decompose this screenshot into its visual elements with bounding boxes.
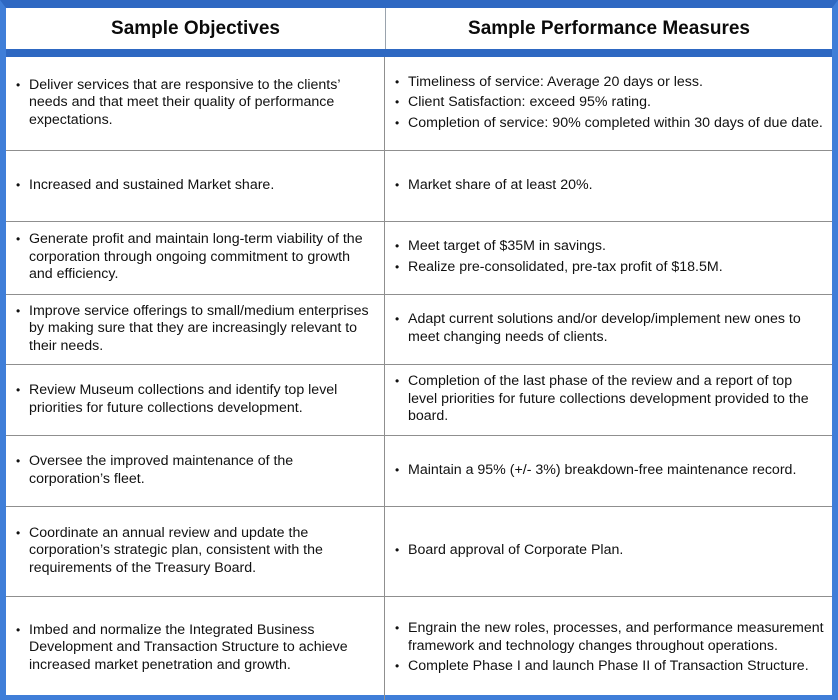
bullet-icon: •	[16, 453, 21, 468]
bullet-item	[16, 382, 374, 417]
bullet-icon: •	[395, 74, 400, 89]
bullet-item	[16, 77, 374, 130]
measure-cell	[385, 295, 832, 364]
table-row	[6, 221, 832, 294]
bullet-text: Complete Phase I and launch Phase II of Transaction Structure.	[408, 658, 809, 675]
bullet-item	[16, 177, 374, 195]
table-row	[6, 150, 832, 221]
bullet-icon: •	[395, 260, 400, 274]
bullet-item	[16, 231, 374, 284]
bullet-icon: •	[395, 239, 400, 254]
bullet-item	[395, 311, 824, 346]
bullet-item	[395, 115, 824, 133]
bullet-item	[395, 658, 824, 676]
bullet-item	[395, 259, 824, 277]
bullet-item	[395, 373, 824, 426]
measure-cell	[385, 597, 832, 700]
bullet-item	[16, 622, 374, 675]
bullet-icon: •	[395, 374, 400, 389]
table-body	[6, 57, 832, 700]
bullet-item	[16, 453, 374, 488]
bullet-text: Realize pre-consolidated, pre-tax profit of $18.5M.	[408, 259, 723, 275]
bullet-text: Imbed and normalize the Integrated Business Development and Transaction Structure to achieve increased market penetration and growth.	[29, 621, 348, 673]
bullet-text: Engrain the new roles, processes, and performance measurement framework and technology changes throughout operations.	[408, 620, 824, 654]
bullet-text: Board approval of Corporate Plan.	[408, 542, 624, 559]
measure-cell	[385, 365, 832, 435]
bullet-icon: •	[16, 525, 21, 540]
bullet-icon: •	[16, 382, 21, 397]
bullet-icon: •	[16, 232, 21, 247]
bullet-item	[395, 94, 824, 112]
objective-cell	[6, 295, 385, 364]
measure-cell	[385, 57, 832, 150]
bullet-text: Deliver services that are responsive to the clients’ needs and that meet their quality of performance expectations.	[29, 76, 340, 128]
table-row	[6, 506, 832, 596]
bullet-text: Client Satisfaction: exceed 95% rating.	[408, 94, 651, 111]
measure-cell	[385, 222, 832, 294]
bullet-item	[395, 177, 824, 195]
bullet-icon: •	[395, 312, 400, 327]
bullet-item	[16, 525, 374, 578]
bullet-item	[395, 462, 824, 480]
objective-cell	[6, 57, 385, 150]
table-row	[6, 294, 832, 364]
bullet-icon: •	[395, 95, 400, 110]
objective-cell	[6, 151, 385, 221]
bullet-text: Improve service offerings to small/medium enterprises by making sure that they are increasingly relevant to their needs.	[29, 302, 369, 354]
bullet-icon: •	[16, 177, 21, 192]
table-row	[6, 57, 832, 150]
bullet-icon: •	[16, 77, 21, 92]
table-row	[6, 364, 832, 435]
objectives-column-header: Sample Objectives	[6, 8, 386, 49]
bullet-icon: •	[395, 115, 400, 130]
bullet-icon: •	[395, 621, 400, 636]
objective-cell	[6, 597, 385, 700]
objective-cell	[6, 507, 385, 596]
measure-cell	[385, 436, 832, 506]
bullet-text: Adapt current solutions and/or develop/implement new ones to meet changing needs of clients.	[408, 311, 801, 345]
bullet-text: Generate profit and maintain long-term viability of the corporation through ongoing commitment to growth and efficiency.	[29, 231, 363, 283]
bullet-icon: •	[16, 303, 21, 318]
objective-cell	[6, 365, 385, 435]
bullet-icon: •	[16, 622, 21, 637]
table-header	[6, 8, 832, 57]
bullet-item	[395, 238, 824, 256]
bullet-icon: •	[395, 543, 400, 558]
bullet-item	[395, 620, 824, 655]
bullet-item	[395, 74, 824, 92]
bullet-icon: •	[395, 177, 400, 192]
bullet-text: Timeliness of service: Average 20 days or less.	[408, 73, 703, 90]
objective-cell	[6, 436, 385, 506]
bullet-item	[395, 542, 824, 560]
measures-column-header: Sample Performance Measures	[468, 17, 750, 39]
bullet-text: Review Museum collections and identify top level priorities for future collections development.	[29, 381, 338, 416]
table-row	[6, 596, 832, 700]
bullet-text: Market share of at least 20%.	[408, 176, 593, 193]
objective-cell	[6, 222, 385, 294]
bullet-text: Completion of the last phase of the review and a report of top level priorities for future collections development provided to the board.	[408, 373, 809, 425]
bullet-text: Completion of service: 90% completed within 30 days of due date.	[408, 114, 823, 131]
bullet-icon: •	[395, 659, 400, 674]
bullet-item	[16, 303, 374, 356]
bullet-text: Meet target of $35M in savings.	[408, 238, 606, 255]
bullet-text: Oversee the improved maintenance of the corporation’s fleet.	[29, 452, 294, 487]
bullet-text: Maintain a 95% (+/- 3%) breakdown-free maintenance record.	[408, 461, 797, 478]
measure-cell	[385, 507, 832, 596]
table-row	[6, 435, 832, 506]
measure-cell	[385, 151, 832, 221]
bullet-icon: •	[395, 462, 400, 477]
bullet-text: Coordinate an annual review and update the corporation’s strategic plan, consistent with the requirements of the Treasury Board.	[29, 524, 323, 576]
bullet-text: Increased and sustained Market share.	[29, 176, 275, 193]
